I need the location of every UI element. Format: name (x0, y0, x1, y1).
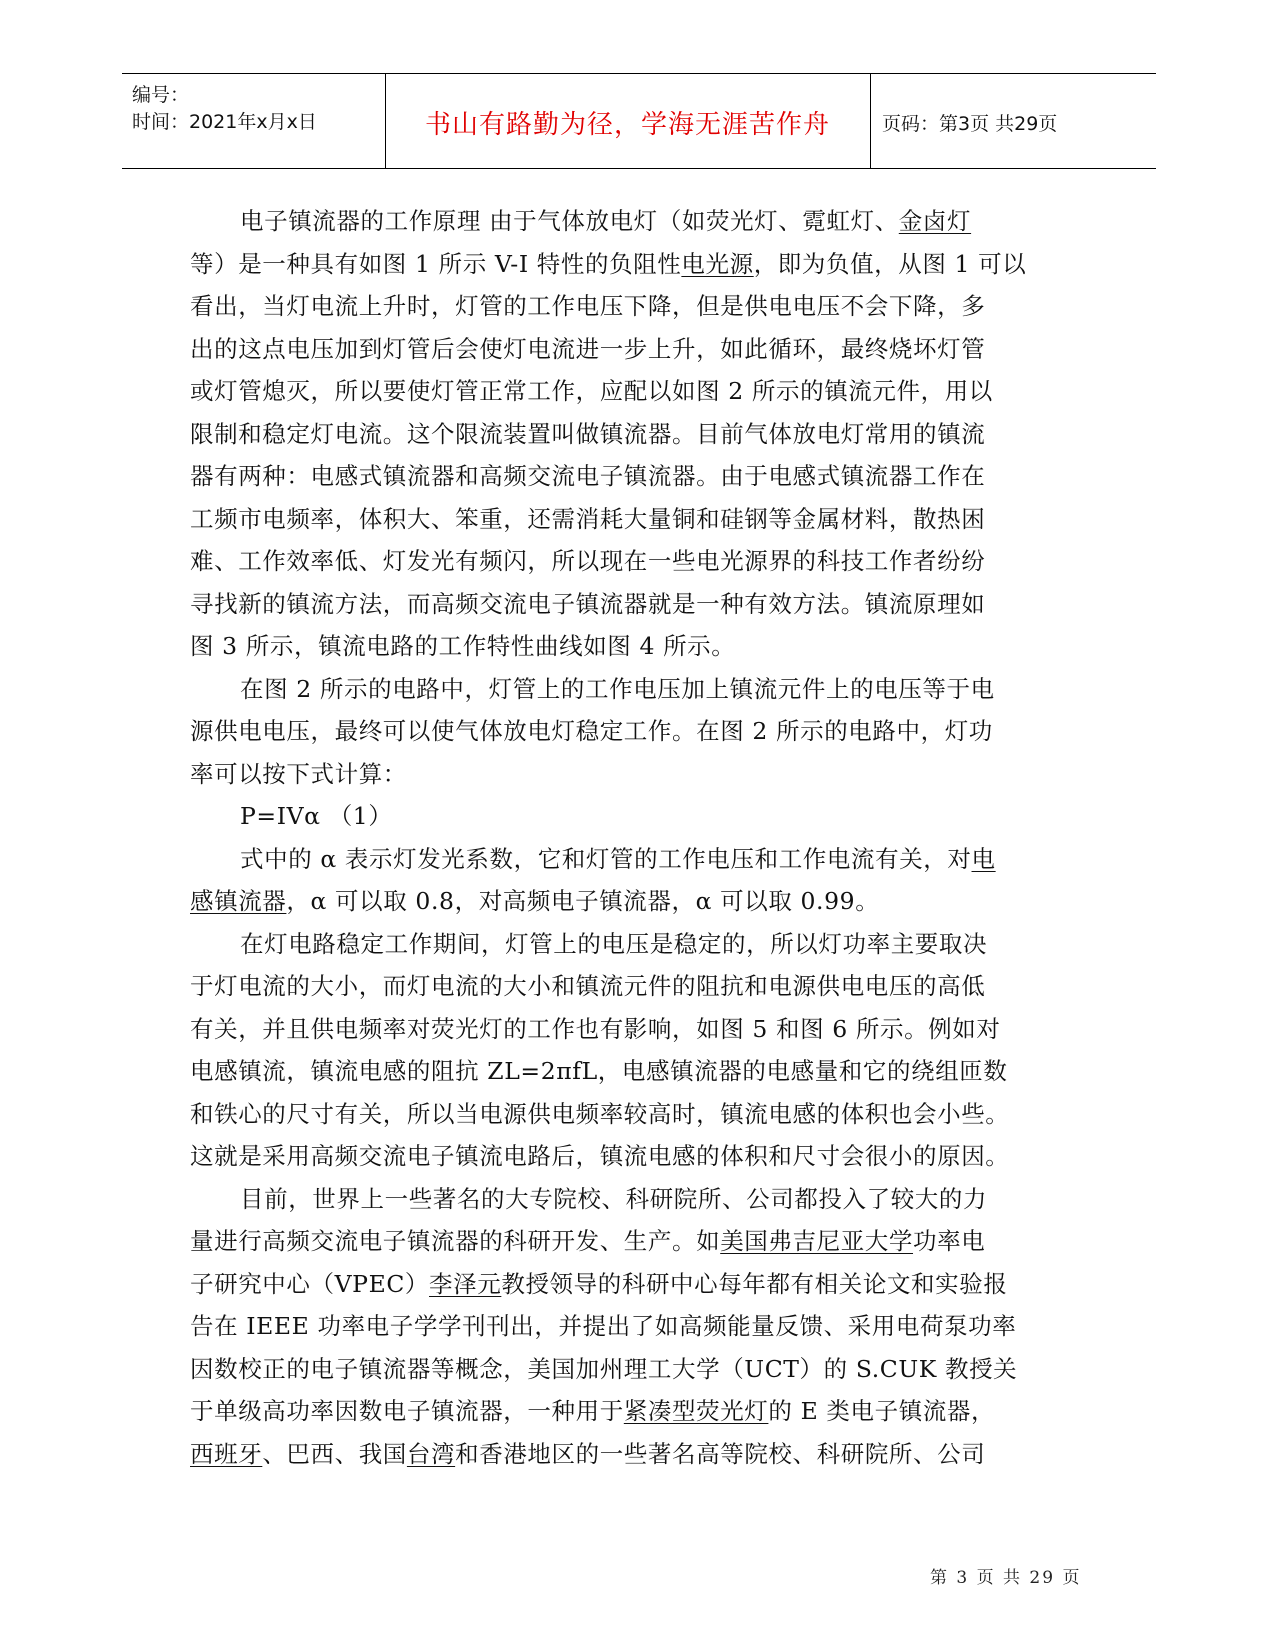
text-segment: 源供电电压，最终可以使气体放电灯稳定工作。在图 2 所示的电路中，灯功 (190, 717, 993, 745)
text-line (190, 1348, 1090, 1391)
text-segment: 、巴西、我国 (262, 1439, 407, 1468)
header-motto-cell (385, 74, 871, 168)
text-segment: 量进行高频交流电子镇流器的科研开发、生产。如 (190, 1227, 721, 1255)
text-line (190, 370, 1090, 413)
hyperlink-term[interactable]: 西班牙 (190, 1439, 263, 1468)
text-segment: 于灯电流的大小，而灯电流的大小和镇流元件的阻抗和电源供电电压的高低 (190, 972, 986, 1000)
hyperlink-term[interactable]: 台湾 (406, 1439, 456, 1468)
header-meta-cell (122, 74, 386, 168)
text-segment: 有关，并且供电频率对荧光灯的工作也有影响，如图 5 和图 6 所示。例如对 (190, 1014, 1001, 1043)
text-line (190, 285, 1090, 328)
text-line (190, 1050, 1090, 1093)
text-segment: 在图 2 所示的电路中，灯管上的工作电压加上镇流元件上的电压等于电 (240, 674, 995, 703)
text-segment: 告在 IEEE 功率电子学学刊刊出，并提出了如高频能量反馈、采用电荷泵功率 (190, 1312, 1017, 1340)
hyperlink-term[interactable]: 美国弗吉尼亚大学 (720, 1227, 914, 1255)
header-page-number: 页码：第3页 共29页 (882, 113, 1058, 135)
text-segment: 出的这点电压加到灯管后会使灯电流进一步上升，如此循环，最终烧坏灯管 (190, 334, 986, 363)
text-segment: 和香港地区的一些著名高等院校、科研院所、公司 (455, 1439, 986, 1468)
text-line (190, 1135, 1090, 1178)
text-segment: 电子镇流器的工作原理 由于气体放电灯（如荧光灯、霓虹灯、 (240, 207, 899, 235)
text-line (190, 710, 1090, 753)
text-line (190, 540, 1090, 583)
text-line (190, 1390, 1090, 1433)
hyperlink-term[interactable]: 电光源 (681, 249, 754, 278)
text-line (190, 753, 1090, 796)
document-time-label: 时间：2021年x月x日 (132, 111, 317, 133)
header-motto: 书山有路勤为径，学海无涯苦作舟 (424, 110, 830, 140)
text-segment: 教授领导的科研中心每年都有相关论文和实验报 (501, 1269, 1008, 1298)
text-segment: 难、工作效率低、灯发光有频闪，所以现在一些电光源界的科技工作者纷纷 (190, 547, 986, 575)
text-segment: ，α 可以取 0.8，对高频电子镇流器，α 可以取 0.99。 (286, 887, 880, 915)
text-line (190, 795, 1090, 838)
text-segment: 的 E 类电子镇流器， (768, 1397, 996, 1425)
document-number-label: 编号： (132, 84, 190, 106)
text-segment: 器有两种：电感式镇流器和高频交流电子镇流器。由于电感式镇流器工作在 (190, 462, 986, 490)
text-segment: 率可以按下式计算： (190, 759, 407, 788)
text-segment: 目前，世界上一些著名的大专院校、科研院所、公司都投入了较大的力 (240, 1184, 988, 1213)
text-segment: 电感镇流，镇流电感的阻抗 ZL=2πfL，电感镇流器的电感量和它的绕组匝数 (190, 1057, 1008, 1085)
text-line (190, 1433, 1090, 1476)
hyperlink-term[interactable]: 金卤灯 (898, 207, 972, 235)
hyperlink-term[interactable]: 感镇流器 (190, 887, 287, 915)
text-segment: ，即为负值，从图 1 可以 (753, 249, 1027, 278)
text-line (190, 923, 1090, 966)
page-header (122, 73, 1156, 169)
text-line (190, 243, 1090, 286)
text-line (190, 498, 1090, 541)
text-line (190, 455, 1090, 498)
text-line (190, 838, 1090, 881)
hyperlink-term[interactable]: 李泽元 (429, 1269, 502, 1298)
text-line (190, 625, 1090, 668)
text-line (190, 1093, 1090, 1136)
text-segment: 限制和稳定灯电流。这个限流装置叫做镇流器。目前气体放电灯常用的镇流 (190, 419, 986, 448)
text-segment: 寻找新的镇流方法，而高频交流电子镇流器就是一种有效方法。镇流原理如 (190, 589, 986, 618)
text-segment: 因数校正的电子镇流器等概念，美国加州理工大学（UCT）的 S.CUK 教授关 (190, 1354, 1018, 1383)
text-line (190, 413, 1090, 456)
text-segment: 功率电 (913, 1227, 986, 1255)
text-line (190, 1263, 1090, 1306)
text-line (190, 668, 1090, 711)
text-segment: 图 3 所示，镇流电路的工作特性曲线如图 4 所示。 (190, 632, 736, 660)
text-segment: 或灯管熄灭，所以要使灯管正常工作，应配以如图 2 所示的镇流元件，用以 (190, 377, 993, 405)
text-segment: 于单级高功率因数电子镇流器，一种用于 (190, 1397, 624, 1425)
text-segment: 这就是采用高频交流电子镇流电路后，镇流电感的体积和尺寸会很小的原因。 (190, 1142, 1010, 1170)
hyperlink-term[interactable]: 紧凑型荧光灯 (623, 1397, 769, 1425)
document-body (190, 200, 1090, 1475)
text-line (190, 1008, 1090, 1051)
text-line (190, 328, 1090, 371)
text-segment: 等）是一种具有如图 1 所示 V-I 特性的负阻性 (190, 249, 682, 278)
text-segment: 在灯电路稳定工作期间，灯管上的电压是稳定的，所以灯功率主要取决 (240, 929, 988, 958)
text-segment: P=IVα （1） (240, 802, 393, 830)
text-segment: 式中的 α 表示灯发光系数，它和灯管的工作电压和工作电流有关，对 (240, 844, 972, 873)
text-line (190, 1178, 1090, 1221)
text-line (190, 880, 1090, 923)
hyperlink-term[interactable]: 电 (971, 844, 996, 873)
text-segment: 和铁心的尺寸有关，所以当电源供电频率较高时，镇流电感的体积也会小些。 (190, 1099, 1010, 1128)
header-page-cell (870, 74, 1156, 168)
text-line (190, 200, 1090, 243)
text-line (190, 1305, 1090, 1348)
text-line (190, 583, 1090, 626)
page-footer-number: 第 3 页 共 29 页 (930, 1568, 1082, 1588)
text-line (190, 965, 1090, 1008)
text-line (190, 1220, 1090, 1263)
text-segment: 看出，当灯电流上升时，灯管的工作电压下降，但是供电电压不会下降，多 (190, 292, 986, 320)
text-segment: 子研究中心（VPEC） (190, 1269, 430, 1298)
text-segment: 工频市电频率，体积大、笨重，还需消耗大量铜和硅钢等金属材料，散热困 (190, 504, 986, 533)
